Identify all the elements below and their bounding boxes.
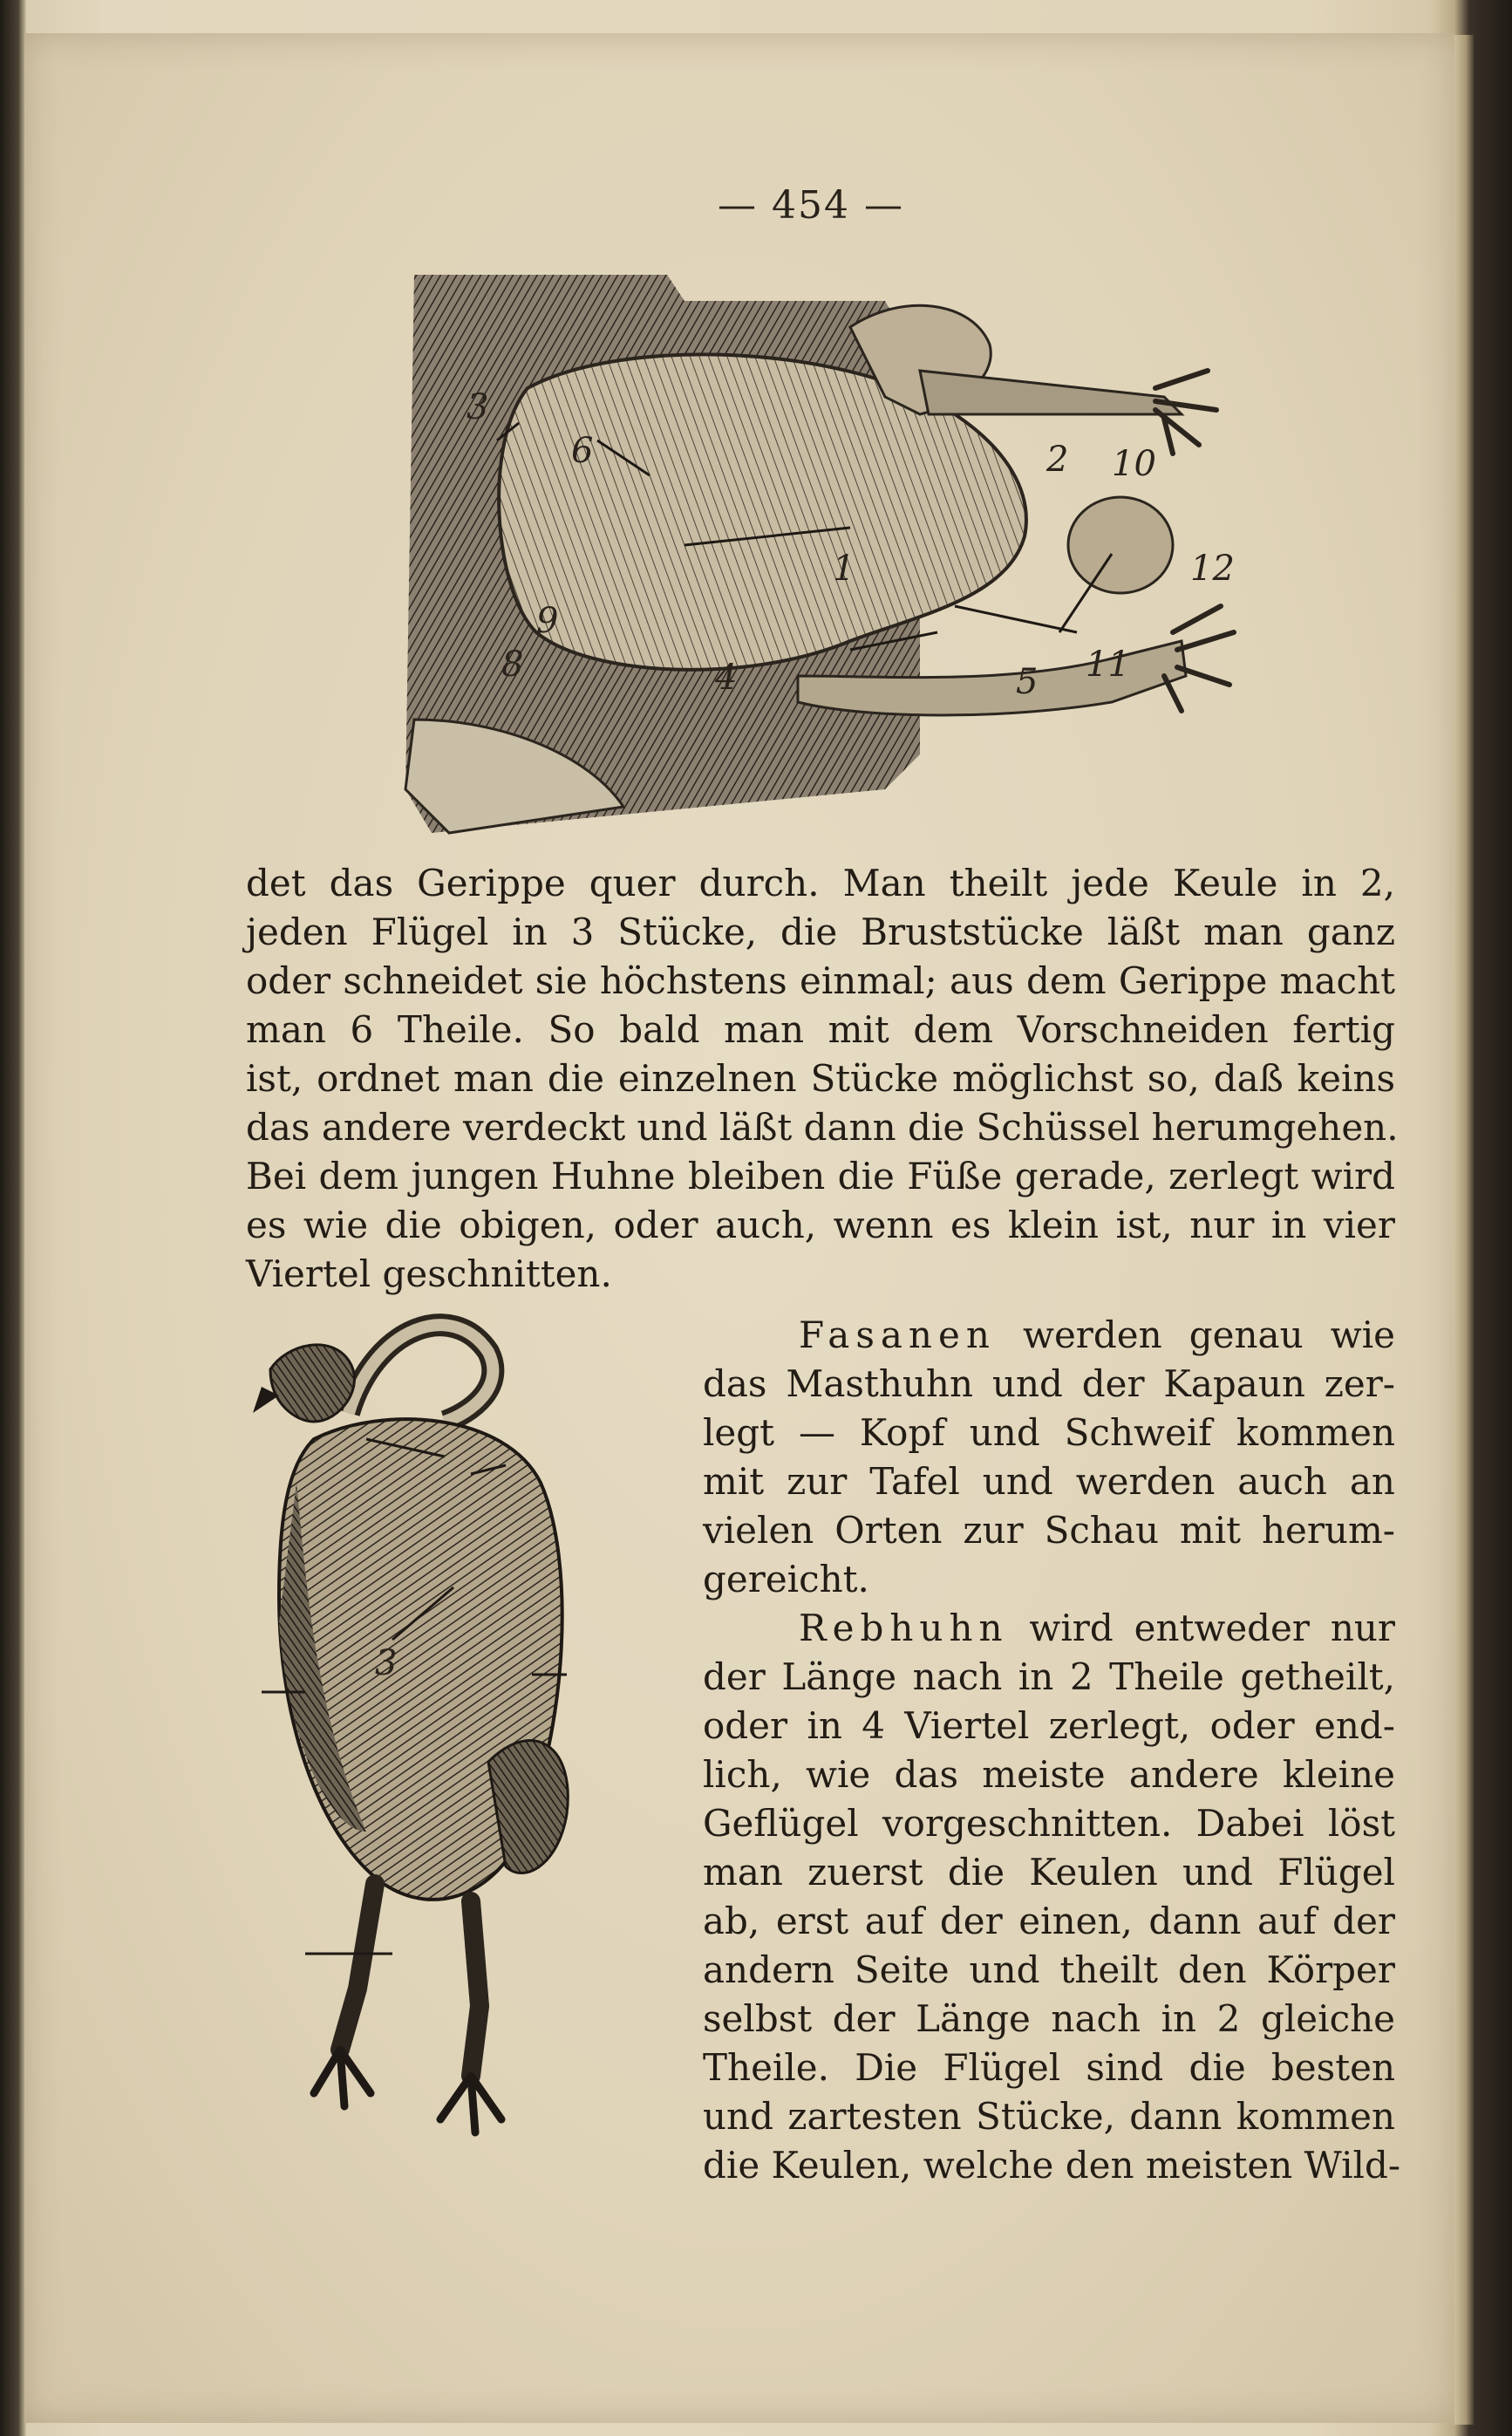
text-line: das Masthuhn und der Kapaun zer-	[703, 1362, 1395, 1405]
text-fragment: wird entweder nur	[1008, 1607, 1395, 1649]
cut-number-1: 1	[833, 549, 855, 589]
text-line: lich, wie das meiste andere kleine	[703, 1753, 1395, 1796]
text-line-fasanen	[703, 1311, 1395, 1360]
term-rebhuhn: Rebhuhn	[799, 1607, 1009, 1649]
text-fragment: werden genau wie	[995, 1314, 1395, 1356]
text-line: Bei dem jungen Huhne bleiben die Füße gerade, zerlegt wird	[246, 1155, 1395, 1198]
cut-number-2: 2	[1046, 440, 1069, 480]
text-line: die Keulen, welche den meisten Wild-	[703, 2144, 1401, 2187]
text-line: der Länge nach in 2 Theile getheilt,	[703, 1655, 1395, 1698]
text-line: selbst der Länge nach in 2 gleiche	[703, 1997, 1395, 2040]
carving-diagram-svg	[397, 266, 1295, 842]
paragraph-carving-chicken	[246, 859, 1399, 1299]
neck-stump	[1068, 497, 1173, 593]
pheasant-legs	[340, 1884, 480, 2076]
term-fasanen: Fasanen	[799, 1314, 996, 1356]
cut-number-9: 9	[536, 601, 559, 641]
text-line-rebhuhn	[703, 1604, 1395, 1653]
text-line: andern Seite und theilt den Körper	[703, 1948, 1395, 1991]
text-line: det das Gerippe quer durch. Man theilt jede Keule in 2,	[246, 862, 1395, 904]
pheasant-cut-number-3: 3	[375, 1643, 398, 1683]
paragraph-fasanen-rebhuhn	[703, 1311, 1401, 2190]
text-line: mit zur Tafel und werden auch an	[703, 1460, 1395, 1503]
text-line: Geflügel vorgeschnitten. Dabei löst	[703, 1802, 1395, 1845]
page-number: — 454 —	[718, 183, 904, 228]
carving-illustration-top	[397, 266, 1295, 842]
text-line: jeden Flügel in 3 Stücke, die Bruststücke läßt man ganz	[246, 911, 1395, 953]
book-gutter-shadow	[0, 0, 26, 2436]
cut-number-11: 11	[1086, 645, 1130, 685]
page-edge-stack	[1454, 35, 1474, 2425]
cut-number-8: 8	[501, 645, 524, 685]
cut-number-10: 10	[1112, 444, 1156, 484]
cut-number-3: 3	[467, 387, 489, 427]
text-line: ab, erst auf der einen, dann auf der	[703, 1900, 1395, 1942]
text-line: man zuerst die Keulen und Flügel	[703, 1851, 1395, 1894]
cut-number-4: 4	[715, 658, 738, 698]
text-line: man 6 Theile. So bald man mit dem Vorschneiden fertig	[246, 1008, 1395, 1051]
text-line: Viertel geschnitten.	[246, 1252, 612, 1295]
text-line: oder schneidet sie höchstens einmal; aus dem Gerippe macht	[246, 959, 1395, 1002]
text-line: oder in 4 Viertel zerlegt, oder end-	[703, 1704, 1395, 1747]
pheasant-head	[270, 1345, 354, 1422]
text-line: vielen Orten zur Schau mit herum-	[703, 1509, 1395, 1552]
text-line: Theile. Die Flügel sind die besten	[703, 2046, 1395, 2089]
text-line: gereicht.	[703, 1558, 869, 1600]
text-line: ist, ordnet man die einzelnen Stücke möglichst so, daß keins	[246, 1057, 1395, 1100]
cut-number-12: 12	[1190, 549, 1235, 589]
text-line: es wie die obigen, oder auch, wenn es klein ist, nur in vier	[246, 1204, 1395, 1246]
pheasant-svg	[244, 1308, 671, 2172]
text-line: und zartesten Stücke, dann kommen	[703, 2095, 1395, 2138]
upper-leg	[920, 371, 1182, 414]
text-line: das andere verdeckt und läßt dann die Schüssel herumgehen.	[246, 1106, 1399, 1149]
text-line: legt — Kopf und Schweif kommen	[703, 1411, 1395, 1454]
cut-number-5: 5	[1016, 662, 1039, 702]
pheasant-illustration	[244, 1308, 671, 2172]
cut-number-6: 6	[571, 431, 594, 471]
